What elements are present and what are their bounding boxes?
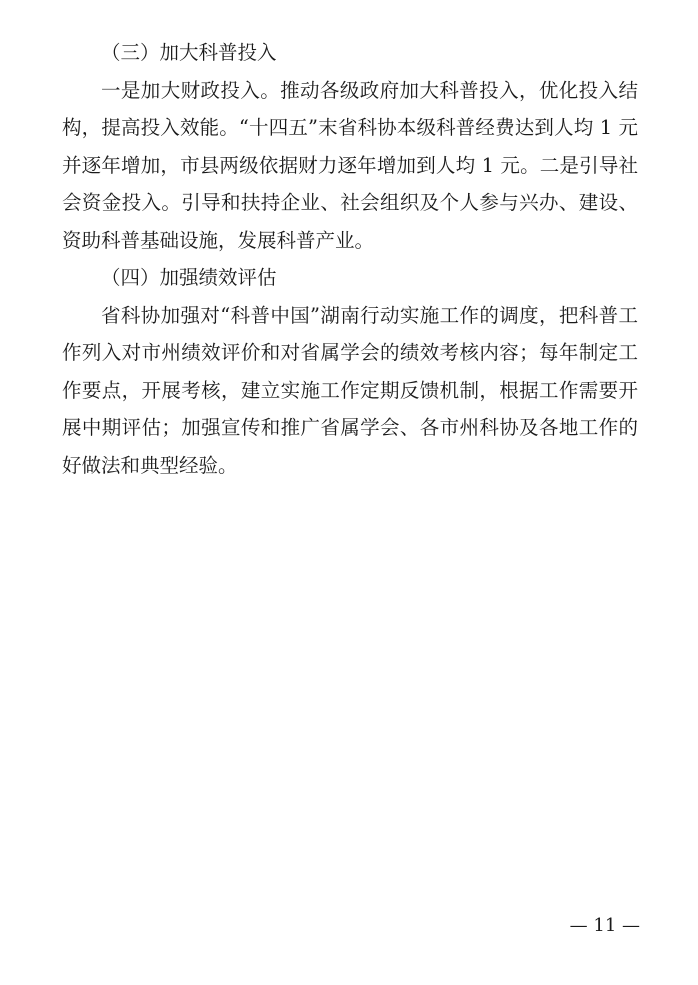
document-body xyxy=(62,34,638,484)
section-heading-3: （三）加大科普投入 xyxy=(101,41,277,64)
section-paragraph-4: 省科协加强对“科普中国”湖南行动实施工作的调度，把科普工作列入对市州绩效评价和对省属学会的绩效考核内容；每年制定工作要点，开展考核，建立实施工作定期反馈机制，根据工作需要开展中期评估；加强宣传和推广省属学会、各市州科协及各地工作的好做法和典型经验。 xyxy=(62,303,638,477)
section-heading-4: （四）加强绩效评估 xyxy=(101,266,277,289)
section-paragraph-3: 一是加大财政投入。推动各级政府加大科普投入，优化投入结构，提高投入效能。“十四五”末省科协本级科普经费达到人均 1 元并逐年增加，市县两级依据财力逐年增加到人均 1 元。二是引导社会资金投入。引导和扶持企业、社会组织及个人参与兴办、建设、资助科普基础设施，发展科普产业。 xyxy=(62,78,638,252)
page-number: — 11 — xyxy=(569,915,640,936)
